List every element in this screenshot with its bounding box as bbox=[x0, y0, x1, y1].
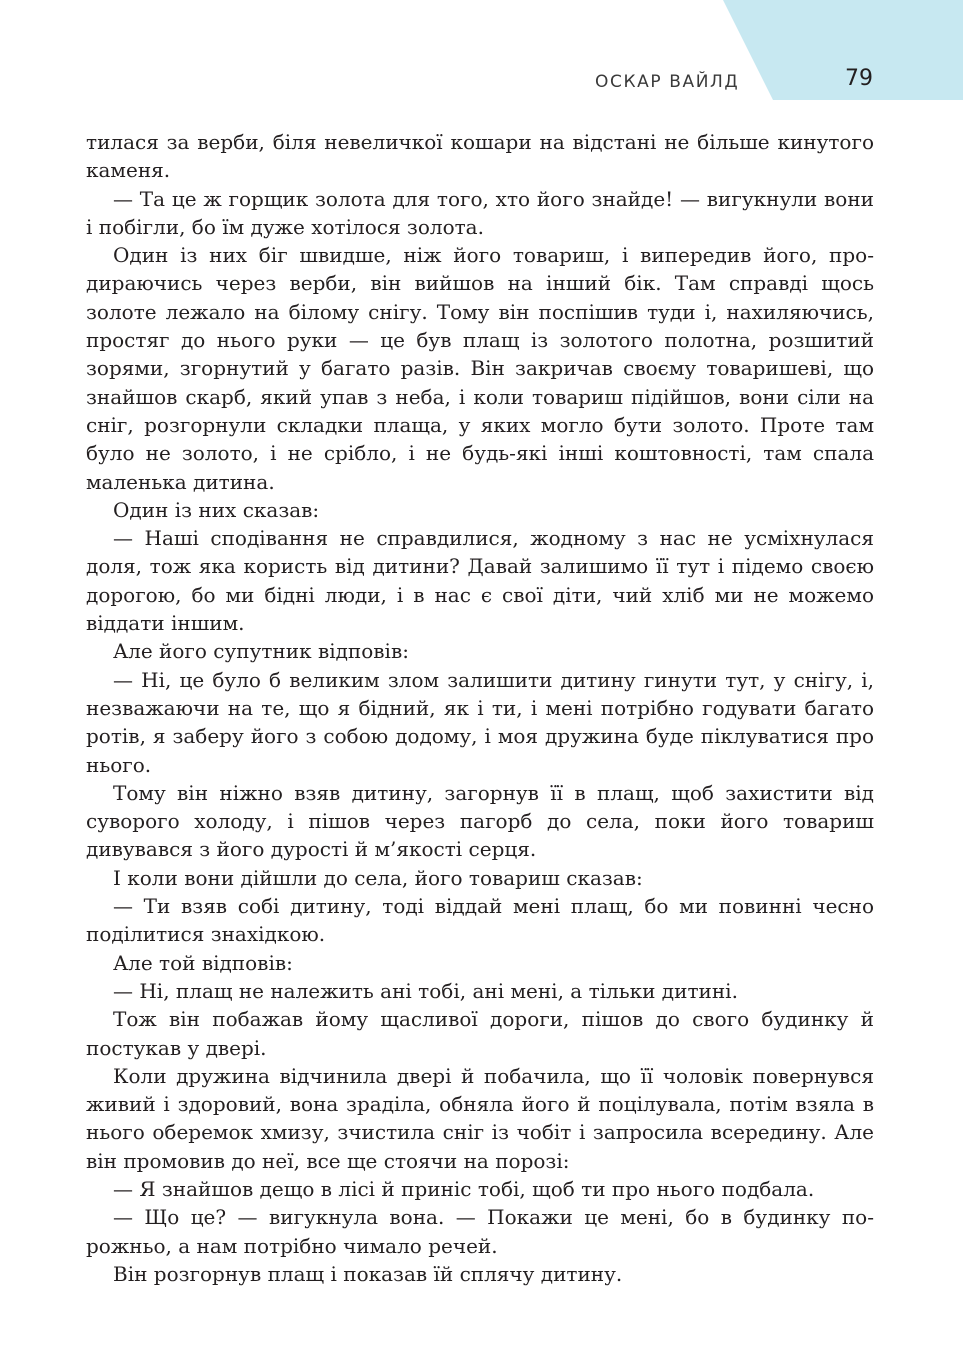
paragraph: Але той відповів: bbox=[113, 950, 293, 975]
paragraph: Один із них сказав: bbox=[113, 497, 320, 522]
body-text bbox=[86, 128, 874, 1288]
paragraph: І коли вони дійшли до села, його товариш сказав: bbox=[113, 865, 643, 890]
paragraph: Один із них біг швидше, ніж його товариш, і випередив його, продираючись через верби, він вийшов на інший бік. Там справді щось золоте лежало на білому снігу. Тому він поспішив туди і, нахиляючись, простяг до нього руки — це був плащ із золотого полотна, розшитий зорями, згорнутий у багато разів. Він закричав своєму товаришеві, що знайшов скарб, який упав з неба, і коли товариш підійшов, вони сіли на сніг, розгорнули складки плаща, у яких могло бути золото. Проте там було не золото, і не срібло, і не будь-які інші коштовності, там спала маленька дитина. bbox=[86, 243, 874, 494]
paragraph: — Я знайшов дещо в лісі й приніс тобі, щоб ти про нього подбала. bbox=[113, 1176, 815, 1201]
paragraph: Тож він побажав йому щасливої дороги, пішов до свого будинку й постукав у двері. bbox=[86, 1007, 874, 1060]
paragraph: — Ні, це було б великим злом залишити дитину гинути тут, у снігу, і, незважаючи на те, що я бідний, як і ти, і мені потрібно годувати багато ротів, я заберу його з собою додому, і моя дружина буде піклуватися про нього. bbox=[86, 667, 874, 777]
corner-shape bbox=[723, 0, 963, 100]
paragraph: Тому він ніжно взяв дитину, загорнув її в плащ, щоб захистити від суворого холоду, і пішов через пагорб до села, поки його товариш дивувався з його дурості й м’якості серця. bbox=[86, 780, 874, 862]
paragraph: — Та це ж горщик золота для того, хто його знайде! — вигукнули вони і побігли, бо їм дуже хотілося золота. bbox=[86, 186, 874, 239]
running-head-author: ОСКАР ВАЙЛД bbox=[595, 72, 740, 92]
paragraph: Він розгорнув плащ і показав їй сплячу дитину. bbox=[113, 1261, 623, 1286]
paragraph: Коли дружина відчинила двері й побачила, що її чоловік повернувся живий і здоровий, вона зраділа, обняла його й поцілувала, потім взяла в нього оберемок хмизу, зчистила сніг із чобіт і запросила всередину. Але він промовив до неї, все ще стоячи на порозі: bbox=[86, 1063, 874, 1173]
paragraph: — Що це? — вигукнула вона. — Покажи це мені, бо в будинку порожньо, а нам потрібно чимало речей. bbox=[86, 1205, 874, 1258]
paragraph: тилася за верби, біля невеличкої кошари на відстані не більше кинутого каменя. bbox=[86, 130, 874, 183]
paragraph: — Ні, плащ не належить ані тобі, ані мені, а тільки дитині. bbox=[113, 978, 738, 1003]
paragraph: — Ти взяв собі дитину, тоді віддай мені плащ, бо ми повинні чесно поділитися знахідкою. bbox=[86, 894, 874, 947]
paragraph: — Наші сподівання не справдилися, жодному з нас не усміхнулася доля, тож яка користь від дитини? Давай залишимо її тут і підемо своєю дорогою, бо ми бідні люди, і в нас є свої діти, чий хліб ми не можемо віддати іншим. bbox=[86, 526, 874, 636]
page-number: 79 bbox=[845, 66, 873, 91]
header-corner-decoration bbox=[723, 0, 963, 100]
paragraph: Але його супутник відповів: bbox=[113, 639, 409, 664]
